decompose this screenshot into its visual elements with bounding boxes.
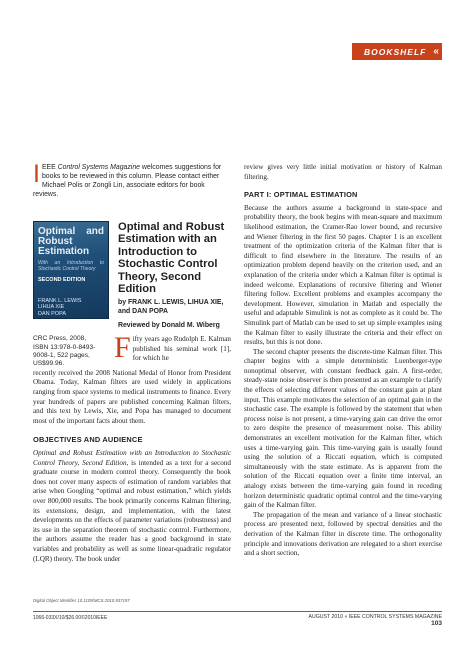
section-heading-part-one: PART I: OPTIMAL ESTIMATION [244, 190, 358, 200]
chevron-left-icon: « [433, 46, 440, 57]
left-column [33, 160, 231, 564]
part-one-paragraph-2: The second chapter presents the discrete-time Kalman filter. This chapter begins with a simple deterministic Luenberger-type nonoptimal observer, with constant feedback gain. A first-order, steady-state noise observer is then presented as an example to clarify the effects of selecting different values of the constant gain at plant input. This example motivates the selection of an optimal gain in the stochastic case. The example is followed by the statement that when process noise is not present, a time-varying gain can drive the error to zero despite the presence of measurement noise. This ability demonstrates an excellent motivation for the Kalman filter, which uses a time-varying gain. This time-varying gain is usually found using the solution of a Riccati equation, which is computed simultaneously with the state estimate. As is apparent from the solution of the Riccati equation over a finite time interval, an analogy exists between the time-varying gain found in receding horizon deterministic quadratic optimal control and the time-varying gain of the Kalman filter. [244, 347, 442, 510]
section-label: BOOKSHELF [364, 46, 427, 57]
page-number: 103 [431, 620, 442, 627]
cover-edition: SECOND EDITION [38, 277, 86, 283]
opening-continued: recently received the 2008 National Medal of Honor from President Obama. Today, Kalman filters are used widely in applications ranging from space systems to medical instruments to finance. Every year hundreds of papers are published concerning Kalman filters, and this text by Lewis, Xie, and Popa has managed to document most of the important facts about them. [33, 368, 231, 425]
right-column [244, 163, 442, 559]
chevron-left-icon: « [344, 614, 348, 620]
footer-code: 1066-033X/10/$26.00©2010IEEE [33, 615, 108, 621]
cover-subtitle: With an Introduction to Stochastic Control Theory [38, 260, 104, 272]
opening-dropcap: F [114, 331, 131, 365]
footer-date: AUGUST 2010 [308, 614, 343, 620]
book-info-row [33, 221, 231, 330]
cover-authors: FRANK L. LEWIS LIHUA XIE DAN POPA [38, 297, 82, 317]
cover-title: Optimal and Robust Estimation [38, 226, 104, 257]
footer-divider [33, 611, 442, 612]
review-notice: IEEE Control Systems Magazine welcomes suggestions for books to be reviewed in this column. Please contact either Michael Polis or Zongli Lin, associate editors for book reviews. [33, 160, 222, 198]
part-one-paragraph-3: The propagation of the mean and variance of a linear stochastic process are presented next, followed by spectral densities and the derivation of the Kalman filter in discrete time. The orthogonality principle and innovations derivation are relegated to a short exercise and a short section, [244, 510, 442, 558]
section-heading-objectives: OBJECTIVES AND AUDIENCE [33, 435, 143, 445]
objectives-paragraph: Optimal and Robust Estimation with an Introduction to Stochastic Control Theory, Second Edition, is intended as a text for a second graduate course in modern control theory. Consequently the book does not cover many aspects of estimation of random variables that arise when Googling “optimal and robust estimation,” which yields over 800,000 results. The book primarily concerns Kalman filtering, its extensions, design, and implementation, with the latest developments on the effects of parameter variations (robustness) and its use in the separation theorem of stochastic control. Furthermore, the authors assume the reader has a good background in state variables and probability as well as some linear-quadratic regulator (LQR) theory. The book under [33, 449, 231, 563]
opening-paragraph: Fifty years ago Rudolph E. Kalman published his seminal work [1], for which he [114, 331, 231, 365]
reviewer-credit: Reviewed by Donald M. Wiberg [118, 321, 220, 329]
right-paragraph-continued: review gives very little initial motivation or history of Kalman filtering. [244, 163, 442, 181]
notice-dropcap: I [33, 160, 40, 188]
section-banner [352, 43, 442, 60]
book-byline: by FRANK L. LEWIS, LIHUA XIE, and DAN POPA [118, 299, 224, 316]
footer-magazine: IEEE CONTROL SYSTEMS MAGAZINE [348, 614, 442, 620]
book-heading [118, 221, 231, 330]
footer-running-head [300, 614, 442, 627]
publication-info: CRC Press, 2008, ISBN 13:978-0-8493-9008-1, 522 pages, US$99.96. [33, 335, 96, 368]
publication-row [33, 331, 231, 369]
book-title: Optimal and Robust Estimation with an Introduction to Stochastic Control Theory, Second Edition [118, 221, 225, 296]
magazine-name: Control Systems Magazine [57, 164, 140, 171]
part-one-paragraph-1: Because the authors assume a background in state-space and probability theory, the book begins with mean-square and maximum likelihood estimation, the Cramer-Rao lower bound, and recursive and Wiener filtering in the first 50 pages. Chapter 1 is an excellent treatment of the optimization criteria of the Kalman filter that is difficult to find elsewhere in the literature. The results of an optimization problem depend heavily on the criterion used, and an explanation of the criteria under which a Kalman filter is optimal is indeed welcome. Explanations of recursive filtering and Wiener filtering follow. Excellent problems and examples accompany the development. However, simulation in Matlab and especially the useful and adaptable Simulink is not as complete as it could be. The Simulink part of Matlab can be used to set up simple examples using the Kalman filter to easily illustrate the criteria and their effect on results, but this is not done. [244, 203, 442, 347]
doi-identifier: Digital Object Identifier 10.1109/MCS.2010.937197 [33, 598, 130, 603]
book-cover-image [33, 221, 109, 319]
